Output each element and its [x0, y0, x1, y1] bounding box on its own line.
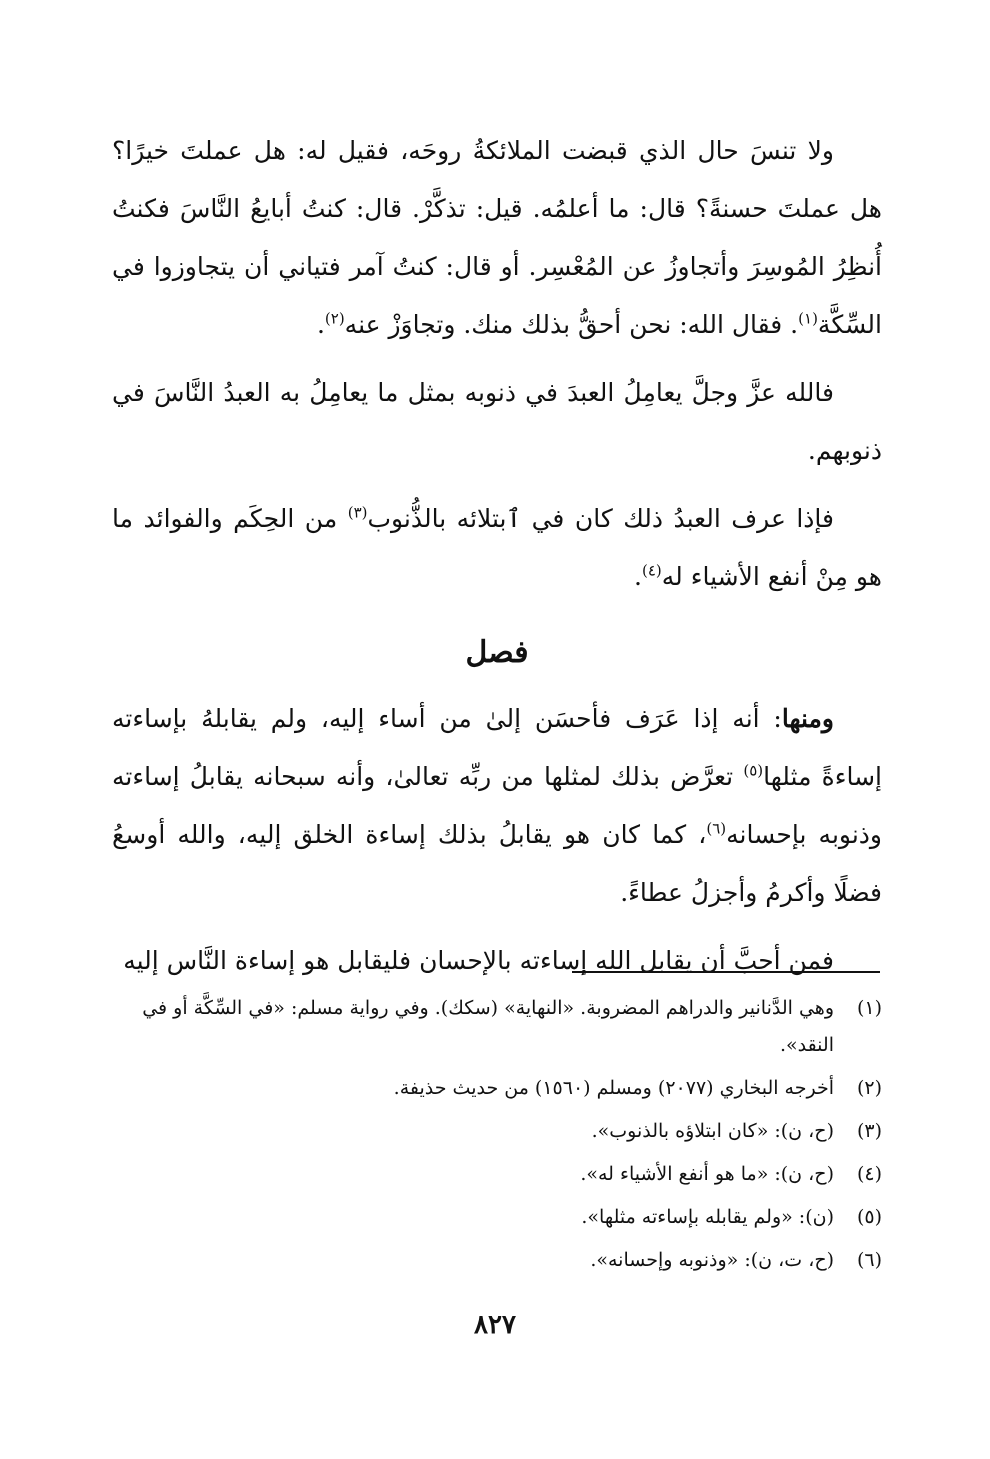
footnote-item: [112, 1113, 882, 1150]
footnote-item: [112, 1156, 882, 1193]
paragraph-3-text-end: .: [634, 562, 642, 591]
footnote-divider: [572, 971, 880, 973]
footnote-text: (ح، ت، ن): «وذنوبه وإحسانه».: [590, 1249, 834, 1271]
footnote-item: [112, 990, 882, 1064]
footnote-text: (ن): «ولم يقابله بإساءته مثلها».: [581, 1206, 834, 1228]
page-number: ٨٢٧: [474, 1310, 516, 1340]
footnote-number: (١): [856, 997, 882, 1019]
paragraph-5: فمن أحبَّ أن يقابل الله إساءته بالإحسان فليقابل هو إساءة النَّاس إليه: [123, 946, 834, 975]
paragraph-1-text: ولا تنسَ حال الذي قبضت الملائكةُ روحَه، فقيل له: هل عملتَ خيرًا؟ هل عملتَ حسنةً؟ قال: ما أعلمُه. قيل: تذكَّرْ. قال: كنتُ أبايعُ النَّاسَ فكنتُ أُنظِرُ المُوسِرَ وأتجاوزُ عن المُعْسِر. أو قال: كنتُ آمر فتياني أن يتجاوزوا في السِّكَّة: [112, 136, 882, 339]
paragraph-2: فالله عزَّ وجلَّ يعامِلُ العبدَ في ذنوبه بمثل ما يعامِلُ به العبدُ النَّاسَ في ذنوبهم.: [112, 378, 882, 465]
footnote-text: (ح، ن): «كان ابتلاؤه بالذنوب».: [591, 1120, 834, 1142]
paragraph-1: [112, 122, 882, 354]
paragraph-1-text-mid: . فقال الله: نحن أحقُّ بذلك منك. وتجاوَزْ عنه: [344, 310, 799, 339]
paragraph-3-text: فإذا عرف العبدُ ذلك كان في ٱبتلائه بالذُّنوب: [367, 504, 835, 533]
footnote-item: [112, 1199, 882, 1236]
paragraph-3-text-mid: من الحِكَم والفوائد ما هو مِنْ أنفع الأشياء له: [112, 504, 882, 591]
footnote-number: (٤): [856, 1163, 882, 1185]
paragraph-1-text-end: .: [316, 310, 325, 339]
footnote-item: [112, 1070, 882, 1107]
footnote-ref-3: (٣): [347, 503, 368, 522]
footnote-ref-5: (٥): [743, 761, 764, 780]
footnote-number: (٣): [856, 1120, 882, 1142]
paragraph-4-text: : أنه إذا عَرَف فأحسَن إلىٰ من أساء إليه، ولم يقابلهُ بإساءته إساءةً مثلها: [112, 704, 882, 791]
footnote-text: وهي الدَّنانير والدراهم المضروبة. «النهاية» (سكك). وفي رواية مسلم: «في السِّكَّة أو في النقد».: [142, 997, 834, 1056]
section-title: فصل: [465, 635, 529, 670]
footnote-ref-1: (١): [798, 309, 818, 328]
paragraph-4-text-mid: تعرَّض بذلك لمثلها من ربِّه تعالىٰ، وأنه سبحانه يقابلُ إساءته وذنوبه بإحسانه: [112, 762, 882, 849]
main-text: [112, 122, 882, 1000]
paragraph-4-text-end: ، كما كان هو يقابلُ بذلك إساءة الخلق إليه، والله أوسعُ فضلًا وأكرمُ وأجزلُ عطاءً.: [112, 820, 882, 907]
footnote-number: (٢): [856, 1077, 882, 1099]
footnote-text: (ح، ن): «ما هو أنفع الأشياء له».: [580, 1163, 834, 1185]
footnote-ref-6: (٦): [706, 819, 727, 838]
paragraph-3: [112, 490, 882, 606]
footnote-ref-4: (٤): [641, 561, 662, 580]
paragraph-4: [112, 690, 882, 922]
footnote-ref-2: (٢): [324, 309, 345, 328]
footnote-item: [112, 1242, 882, 1279]
paragraph-4-lead: ومنها: [781, 704, 834, 733]
footnote-text: أخرجه البخاري (٢٠٧٧) ومسلم (١٥٦٠) من حديث حذيفة.: [393, 1077, 834, 1099]
footnotes-list: [112, 990, 882, 1285]
footnote-number: (٥): [856, 1206, 882, 1228]
footnote-number: (٦): [856, 1249, 882, 1271]
